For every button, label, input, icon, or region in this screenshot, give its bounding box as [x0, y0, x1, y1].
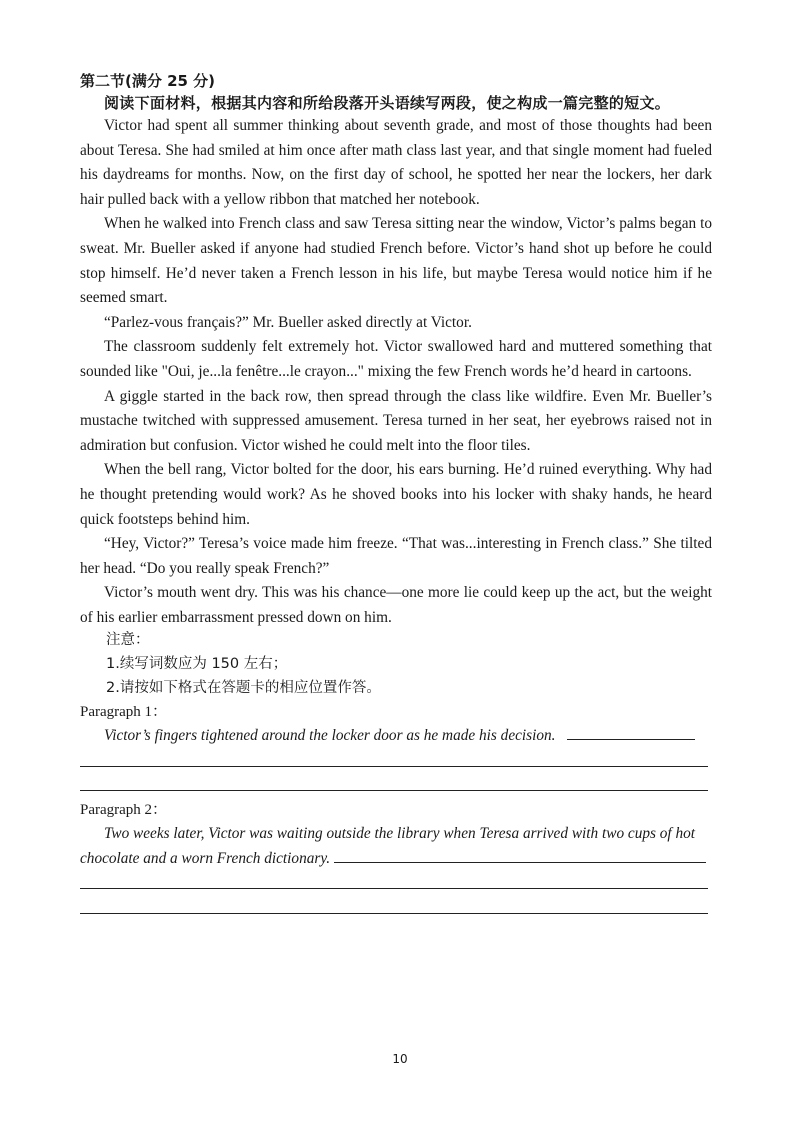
instruction-text: 阅读下面材料，根据其内容和所给段落开头语续写两段，使之构成一篇完整的短文。: [104, 94, 671, 112]
paragraph2-label: Paragraph 2：: [80, 802, 168, 818]
page-number: 10: [392, 1052, 408, 1066]
paragraph2-opening-text: Two weeks later, Victor was waiting outside the library when Teresa arrived with two cups of hot chocolate and a worn French dictionary.: [80, 825, 696, 867]
answer-line[interactable]: [80, 913, 708, 914]
story-passage: [80, 114, 712, 630]
story-paragraph: When he walked into French class and saw Teresa sitting near the window, Victor’s palms began to sweat. Mr. Bueller asked if anyone had studied French before. Victor’s hand shot up before he could stop himself. He’d never taken a French lesson in his life, but maybe Teresa would notice him if he seemed smart.: [80, 215, 712, 307]
answer-blank[interactable]: [334, 848, 706, 863]
story-paragraph: The classroom suddenly felt extremely hot. Victor swallowed hard and muttered something that sounded like "Oui, je...la fenêtre...le crayon..." mixing the few French words he’d heard in cartoons.: [80, 338, 712, 380]
paragraph1-opening: [80, 724, 710, 749]
answer-line[interactable]: [80, 766, 708, 767]
story-paragraph: “Parlez-vous français?” Mr. Bueller asked directly at Victor.: [104, 313, 472, 331]
answer-line[interactable]: [80, 888, 708, 889]
notes-block: [80, 628, 712, 700]
answer-line[interactable]: [80, 790, 708, 791]
story-paragraph: A giggle started in the back row, then spread through the class like wildfire. Even Mr. Bueller’s mustache twitched with suppressed amusement. Teresa turned in her seat, her eyebrows raised not in admiration but confusion. Victor wished he could melt into the floor tiles.: [80, 387, 712, 454]
notes-heading: 注意：: [106, 632, 150, 648]
paragraph1-opening-text: Victor’s fingers tightened around the locker door as he made his decision.: [104, 727, 556, 744]
answer-blank[interactable]: [567, 725, 695, 740]
section-title: 第二节(满分 25 分): [80, 72, 216, 90]
story-paragraph: When the bell rang, Victor bolted for the door, his ears burning. He’d ruined everything. Why had he thought pretending would work? As he shoved books into his locker with shaky hands, he heard quick footsteps behind him.: [80, 461, 712, 528]
story-paragraph: Victor had spent all summer thinking about seventh grade, and most of those thoughts had been about Teresa. She had smiled at him once after math class last year, and that single moment had fueled his daydreams for months. Now, on the first day of school, he spotted her near the lockers, her dark hair pulled back with a yellow ribbon that matched her notebook.: [80, 117, 712, 208]
note-item: 1.续写词数应为 150 左右；: [106, 656, 288, 672]
paragraph2-opening: [80, 822, 710, 871]
note-item: 2.请按如下格式在答题卡的相应位置作答。: [106, 680, 381, 696]
story-paragraph: “Hey, Victor?” Teresa’s voice made him freeze. “That was...interesting in French class.” She tilted her head. “Do you really speak French?”: [80, 535, 712, 577]
story-paragraph: Victor’s mouth went dry. This was his chance—one more lie could keep up the act, but the weight of his earlier embarrassment pressed down on him.: [80, 584, 712, 626]
paragraph1-label: Paragraph 1：: [80, 704, 168, 720]
